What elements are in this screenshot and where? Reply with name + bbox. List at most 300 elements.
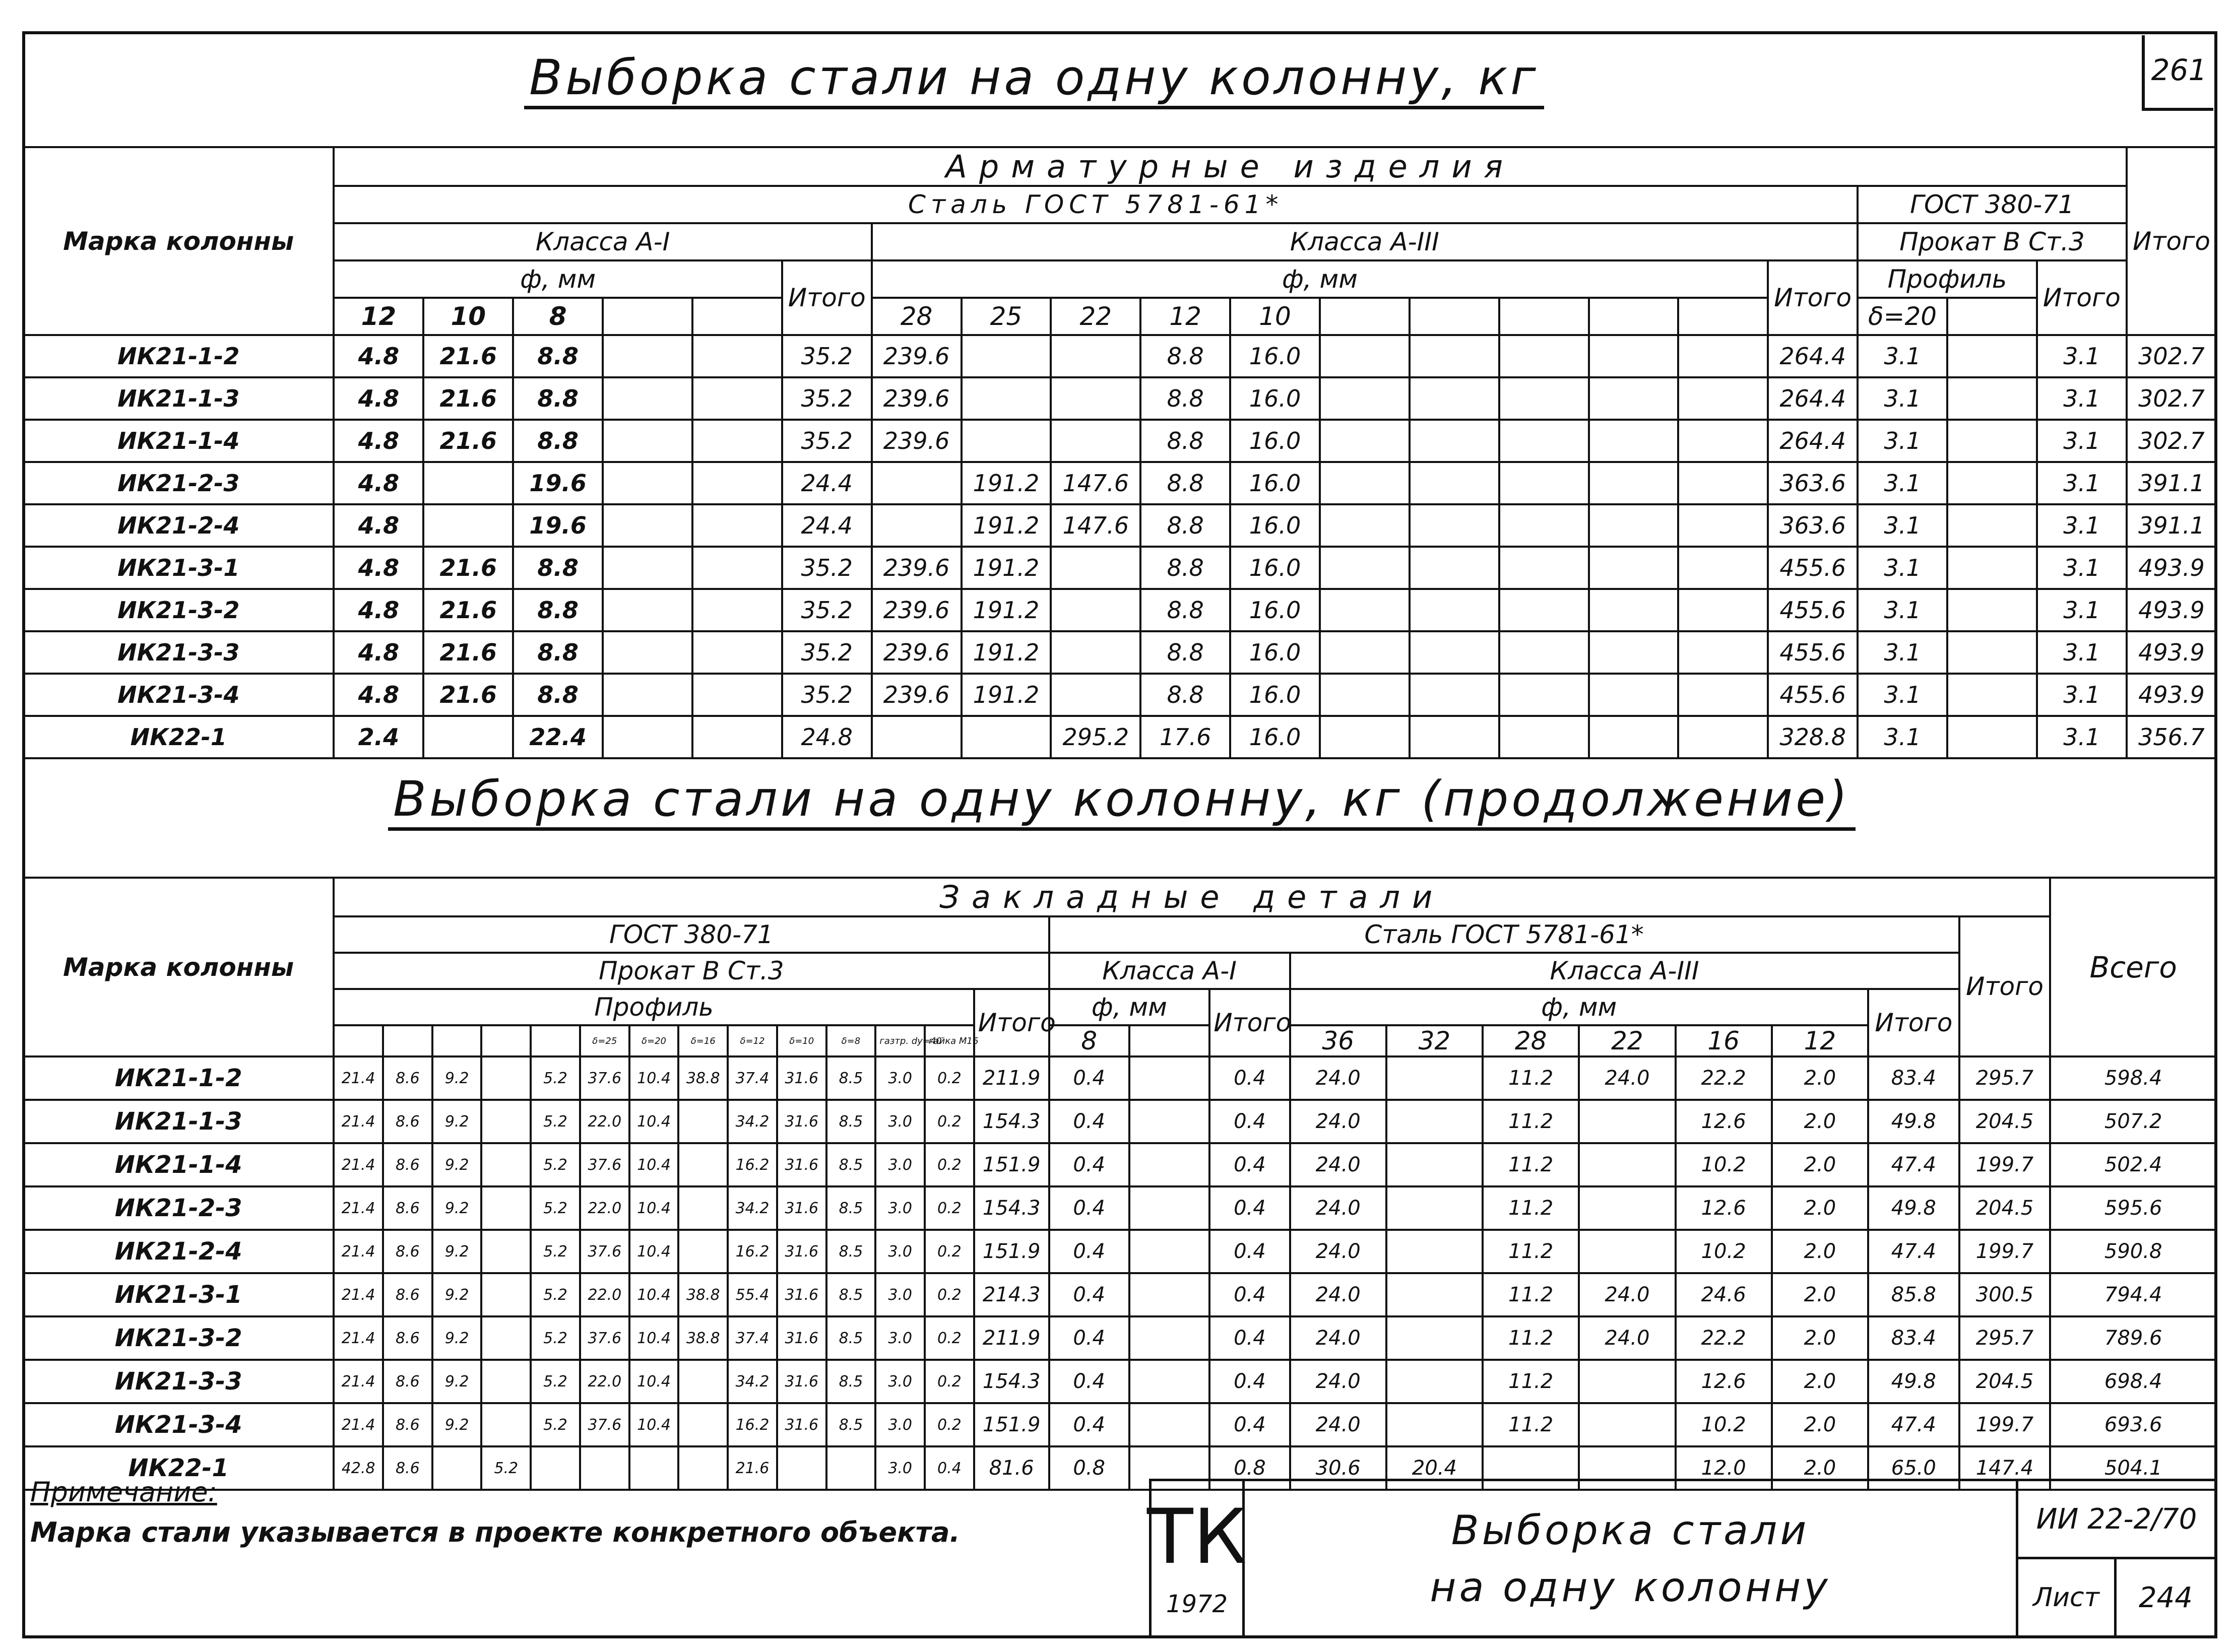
- profile-value: 3.1: [1858, 716, 1947, 758]
- stamp-tk: ТК: [1146, 1493, 1247, 1581]
- a3-value: 24.0: [1290, 1403, 1386, 1446]
- profile-value: 0.2: [925, 1143, 974, 1186]
- a1-value: 0.4: [1049, 1143, 1129, 1186]
- empty-cell: [1589, 377, 1679, 420]
- profile-value: 3.1: [1858, 547, 1947, 589]
- column-mark: ИК21-1-2: [23, 1056, 334, 1100]
- stamp-doc: ИИ 22-2/70: [2036, 1502, 2197, 1536]
- diameter-a3-0: 36: [1290, 1025, 1386, 1056]
- class3-header: Класса А-III: [872, 223, 1858, 260]
- steel-header: Сталь ГОСТ 5781-61*: [334, 186, 1858, 223]
- profile-value: [481, 1230, 531, 1273]
- a1-total: 35.2: [782, 589, 872, 631]
- a3-value: 16.0: [1230, 335, 1320, 377]
- empty-cell: [1947, 504, 2037, 547]
- a3-value: 8.8: [1140, 631, 1230, 674]
- profile-value: 8.6: [383, 1360, 432, 1403]
- a3-value: 20.4: [1386, 1446, 1483, 1490]
- empty-cell: [1320, 504, 1410, 547]
- profile-value: 38.8: [678, 1056, 728, 1100]
- table-row: [23, 1403, 2216, 1446]
- table-row: [23, 1100, 2216, 1143]
- profile-value: 5.2: [531, 1316, 580, 1360]
- profile-col-8: δ=12: [728, 1025, 777, 1056]
- prokat-header: Прокат В Ст.3: [1858, 223, 2127, 260]
- profile-value: 8.6: [383, 1143, 432, 1186]
- a1-value: 0.4: [1049, 1230, 1129, 1273]
- profile-value: 0.2: [925, 1186, 974, 1230]
- a3-value: 12.6: [1676, 1360, 1772, 1403]
- a1-total: 35.2: [782, 377, 872, 420]
- a3-total: 49.8: [1868, 1100, 1959, 1143]
- a3-value: 239.6: [872, 377, 962, 420]
- a3-value: 24.0: [1579, 1273, 1675, 1316]
- title-continuation: [388, 771, 1856, 827]
- empty-cell: [1499, 547, 1589, 589]
- profile-total: 154.3: [974, 1186, 1049, 1230]
- a3-value: [1579, 1100, 1675, 1143]
- diameter-a3-1: 32: [1386, 1025, 1483, 1056]
- profile-value: 3.0: [875, 1316, 925, 1360]
- profile-value: [481, 1100, 531, 1143]
- profile-col-7: δ=16: [678, 1025, 728, 1056]
- profile-value: 3.1: [1858, 420, 1947, 462]
- profile-value: 5.2: [531, 1273, 580, 1316]
- profile-value: 8.6: [383, 1056, 432, 1100]
- a3-value: 11.2: [1483, 1360, 1579, 1403]
- a3-value: [1051, 674, 1140, 716]
- profile-total: 3.1: [2037, 631, 2127, 674]
- a3-value: 2.0: [1772, 1056, 1868, 1100]
- a3-value: 191.2: [962, 547, 1051, 589]
- a3-value: 2.0: [1772, 1360, 1868, 1403]
- a1-value: 19.6: [513, 504, 603, 547]
- profile-value: 3.0: [875, 1273, 925, 1316]
- a3-value: 191.2: [962, 504, 1051, 547]
- empty-cell: [1410, 298, 1499, 335]
- empty-cell: [1320, 462, 1410, 504]
- profile-value: [629, 1446, 679, 1490]
- profile-value: 31.6: [777, 1186, 826, 1230]
- profile-value: [678, 1143, 728, 1186]
- empty-cell: [1947, 631, 2037, 674]
- a3-value: [1386, 1273, 1483, 1316]
- profile-value: 10.4: [629, 1360, 679, 1403]
- profile-value: 22.0: [580, 1273, 629, 1316]
- empty-cell: [1947, 674, 2037, 716]
- a3-total: 47.4: [1868, 1230, 1959, 1273]
- empty-cell: [1947, 589, 2037, 631]
- a1-value: [1129, 1230, 1209, 1273]
- a3-value: 191.2: [962, 631, 1051, 674]
- row-grand-total: 504.1: [2050, 1446, 2216, 1490]
- profile-total: 211.9: [974, 1056, 1049, 1100]
- profile-value: 21.4: [334, 1056, 383, 1100]
- profile-value: 37.4: [728, 1056, 777, 1100]
- profile-col-1: [383, 1025, 432, 1056]
- empty-cell: [1410, 377, 1499, 420]
- empty-cell: [1589, 631, 1679, 674]
- stamp-sheet-label: Лист: [2033, 1582, 2099, 1613]
- row-total: 302.7: [2127, 377, 2216, 420]
- stamp-sheet-label-box: [2016, 1557, 2117, 1638]
- profile-value: 31.6: [777, 1143, 826, 1186]
- a3-value: 11.2: [1483, 1403, 1579, 1446]
- empty-cell: [1410, 674, 1499, 716]
- profile-value: 21.4: [334, 1316, 383, 1360]
- profile-value: [432, 1446, 482, 1490]
- a1-value: 21.6: [423, 631, 513, 674]
- a1-value: 8.8: [513, 335, 603, 377]
- profile-value: 10.4: [629, 1186, 679, 1230]
- profile-value: 0.2: [925, 1316, 974, 1360]
- class3-phi: ф, мм: [872, 260, 1768, 298]
- empty-cell: [603, 377, 692, 420]
- diameter-a1: 8: [1049, 1025, 1129, 1056]
- a1-total: 0.4: [1209, 1273, 1290, 1316]
- a3-value: 24.0: [1290, 1360, 1386, 1403]
- a1-value: 21.6: [423, 420, 513, 462]
- profile-value: 9.2: [432, 1403, 482, 1446]
- profile-delta: δ=20: [1858, 298, 1947, 335]
- empty-cell: [1947, 298, 2037, 335]
- a3-value: 239.6: [872, 420, 962, 462]
- table-row: [23, 504, 2216, 547]
- class1-phi-2: ф, мм: [1049, 989, 1210, 1025]
- a3-value: 191.2: [962, 462, 1051, 504]
- a3-value: 12.0: [1676, 1446, 1772, 1490]
- profile-total: 3.1: [2037, 716, 2127, 758]
- a1-value: 8.8: [513, 674, 603, 716]
- profile-value: 55.4: [728, 1273, 777, 1316]
- profile-value: 3.1: [1858, 589, 1947, 631]
- empty-cell: [1947, 420, 2037, 462]
- empty-cell: [1320, 547, 1410, 589]
- a3-value: 24.0: [1290, 1273, 1386, 1316]
- a1-value: 8.8: [513, 631, 603, 674]
- diameter-a3-3: 22: [1579, 1025, 1675, 1056]
- a3-value: 11.2: [1483, 1316, 1579, 1360]
- a1-total: 0.8: [1209, 1446, 1290, 1490]
- a3-value: 12.6: [1676, 1186, 1772, 1230]
- diameter-a1-2: 8: [513, 298, 603, 335]
- profile-value: 3.1: [1858, 504, 1947, 547]
- profile-value: [826, 1446, 876, 1490]
- empty-cell: [603, 716, 692, 758]
- profile-value: 5.2: [531, 1100, 580, 1143]
- empty-cell: [1947, 377, 2037, 420]
- profile-value: 9.2: [432, 1056, 482, 1100]
- profile-value: 16.2: [728, 1403, 777, 1446]
- profile-value: 5.2: [481, 1446, 531, 1490]
- empty-cell: [1678, 462, 1768, 504]
- empty-cell: [1499, 298, 1589, 335]
- empty-cell: [1499, 420, 1589, 462]
- class1-phi: ф, мм: [334, 260, 782, 298]
- table-row: [23, 674, 2216, 716]
- empty-cell: [1499, 674, 1589, 716]
- profile-col-5: δ=25: [580, 1025, 629, 1056]
- profile-value: 22.0: [580, 1360, 629, 1403]
- profile-total: 3.1: [2037, 420, 2127, 462]
- profile-value: 10.4: [629, 1230, 679, 1273]
- steel-total: 204.5: [1959, 1100, 2051, 1143]
- a3-value: 16.0: [1230, 420, 1320, 462]
- a3-value: 8.8: [1140, 462, 1230, 504]
- a1-total: 0.4: [1209, 1230, 1290, 1273]
- profile-itogo-2: Итого: [974, 989, 1049, 1056]
- a3-total: 47.4: [1868, 1143, 1959, 1186]
- empty-cell: [603, 335, 692, 377]
- stamp-sheet-box: [2114, 1557, 2217, 1638]
- profile-value: 21.4: [334, 1230, 383, 1273]
- table-row: [23, 377, 2216, 420]
- a3-value: 8.8: [1140, 504, 1230, 547]
- empty-cell: [1589, 420, 1679, 462]
- a3-value: 2.0: [1772, 1100, 1868, 1143]
- a3-value: 16.0: [1230, 674, 1320, 716]
- a3-value: 2.0: [1772, 1403, 1868, 1446]
- gost380-header: ГОСТ 380-71: [1858, 186, 2127, 223]
- table-row: [23, 1230, 2216, 1273]
- a3-value: [962, 420, 1051, 462]
- empty-cell: [1410, 462, 1499, 504]
- profile-value: 9.2: [432, 1100, 482, 1143]
- empty-cell: [692, 420, 782, 462]
- column-mark: ИК21-2-3: [23, 462, 334, 504]
- a1-total: 35.2: [782, 674, 872, 716]
- profile-value: 31.6: [777, 1316, 826, 1360]
- row-grand-total: 794.4: [2050, 1273, 2216, 1316]
- table-row: [23, 1186, 2216, 1230]
- a3-value: 16.0: [1230, 547, 1320, 589]
- profile-value: 31.6: [777, 1056, 826, 1100]
- a3-value: 2.0: [1772, 1316, 1868, 1360]
- column-mark: ИК22-1: [23, 1446, 334, 1490]
- a1-value: [1129, 1403, 1209, 1446]
- empty-cell: [1410, 716, 1499, 758]
- profile-value: 10.4: [629, 1143, 679, 1186]
- empty-cell: [1320, 298, 1410, 335]
- a1-value: 22.4: [513, 716, 603, 758]
- profile-value: [481, 1273, 531, 1316]
- table-row: [23, 716, 2216, 758]
- row-grand-total: 595.6: [2050, 1186, 2216, 1230]
- a3-value: 24.0: [1290, 1316, 1386, 1360]
- diameter-a3-2: 22: [1051, 298, 1140, 335]
- class3-header-2: Класса А-III: [1290, 953, 1959, 989]
- diameter-a3-3: 12: [1140, 298, 1230, 335]
- profile-value: 3.0: [875, 1056, 925, 1100]
- a1-value: 4.8: [334, 420, 423, 462]
- profile-value: 8.5: [826, 1143, 876, 1186]
- vsego-header: Всего: [2050, 878, 2216, 1056]
- profile-value: 3.1: [1858, 674, 1947, 716]
- empty-cell: [1947, 716, 2037, 758]
- profile-total: 3.1: [2037, 547, 2127, 589]
- column-mark: ИК22-1: [23, 716, 334, 758]
- a3-total: 47.4: [1868, 1403, 1959, 1446]
- a3-value: 24.0: [1290, 1230, 1386, 1273]
- profile-value: 9.2: [432, 1186, 482, 1230]
- profile-value: 8.5: [826, 1316, 876, 1360]
- table-row: [23, 1143, 2216, 1186]
- empty-cell: [1320, 335, 1410, 377]
- a1-value: 8.8: [513, 420, 603, 462]
- a3-value: 2.0: [1772, 1143, 1868, 1186]
- empty-cell: [1947, 462, 2037, 504]
- a3-value: 8.8: [1140, 377, 1230, 420]
- a3-total: 264.4: [1768, 335, 1858, 377]
- diameter-a3-4: 10: [1230, 298, 1320, 335]
- mark-header: Марка колонны: [23, 147, 334, 335]
- profile-value: 10.4: [629, 1100, 679, 1143]
- empty-cell: [603, 674, 692, 716]
- class3-itogo-2: Итого: [1868, 989, 1959, 1056]
- profile-value: 0.2: [925, 1056, 974, 1100]
- row-total: 493.9: [2127, 589, 2216, 631]
- a1-value: [423, 462, 513, 504]
- profile-value: 31.6: [777, 1100, 826, 1143]
- row-grand-total: 693.6: [2050, 1403, 2216, 1446]
- gost380-header-2: ГОСТ 380-71: [334, 916, 1049, 953]
- empty-cell: [1678, 298, 1768, 335]
- title-continuation-text: Выборка стали на одну колонну, кг (продолжение): [388, 771, 1856, 831]
- a1-total: 35.2: [782, 335, 872, 377]
- profile-value: 21.4: [334, 1186, 383, 1230]
- a3-value: 2.0: [1772, 1273, 1868, 1316]
- empty-cell: [1678, 547, 1768, 589]
- a3-total: 455.6: [1768, 589, 1858, 631]
- column-mark: ИК21-1-4: [23, 1143, 334, 1186]
- armature-table: [22, 146, 2217, 759]
- empty-cell: [1499, 504, 1589, 547]
- a1-total: 24.4: [782, 462, 872, 504]
- a3-value: 24.0: [1290, 1143, 1386, 1186]
- a3-total: 455.6: [1768, 547, 1858, 589]
- profile-total: 3.1: [2037, 504, 2127, 547]
- column-mark: ИК21-1-3: [23, 377, 334, 420]
- a3-value: [1051, 631, 1140, 674]
- profile-value: 21.4: [334, 1273, 383, 1316]
- profile-value: 34.2: [728, 1186, 777, 1230]
- a3-value: 239.6: [872, 674, 962, 716]
- empty-cell: [603, 631, 692, 674]
- a3-value: [1051, 420, 1140, 462]
- a3-value: 2.0: [1772, 1186, 1868, 1230]
- empty-cell: [692, 377, 782, 420]
- a3-value: [1579, 1360, 1675, 1403]
- embedded-parts-table: [22, 877, 2217, 1491]
- note-title: [30, 1476, 217, 1508]
- profile-total: 81.6: [974, 1446, 1049, 1490]
- a1-value: [1129, 1056, 1209, 1100]
- diameter-a3-2: 28: [1483, 1025, 1579, 1056]
- column-mark: ИК21-1-4: [23, 420, 334, 462]
- empty-cell: [1320, 420, 1410, 462]
- a1-value: 0.4: [1049, 1273, 1129, 1316]
- a3-value: [1386, 1316, 1483, 1360]
- a3-total: 83.4: [1868, 1316, 1959, 1360]
- profile-value: 8.6: [383, 1273, 432, 1316]
- empty-cell: [1320, 716, 1410, 758]
- note-text: Марка стали указывается в проекте конкретного объекта.: [30, 1516, 960, 1548]
- stamp-doc-box: [2016, 1479, 2217, 1559]
- profile-value: 5.2: [531, 1360, 580, 1403]
- a1-value: [1129, 1186, 1209, 1230]
- a3-value: 239.6: [872, 589, 962, 631]
- steel-total: 147.4: [1959, 1446, 2051, 1490]
- profile-value: 8.5: [826, 1360, 876, 1403]
- a3-value: 2.0: [1772, 1446, 1868, 1490]
- profile-value: 10.4: [629, 1273, 679, 1316]
- profile-col-6: δ=20: [629, 1025, 679, 1056]
- a3-value: 16.0: [1230, 716, 1320, 758]
- a3-value: 22.2: [1676, 1316, 1772, 1360]
- a1-total: 0.4: [1209, 1186, 1290, 1230]
- a1-value: [1129, 1143, 1209, 1186]
- steel-total: 199.7: [1959, 1143, 2051, 1186]
- table-row: [23, 589, 2216, 631]
- steel-header-2: Сталь ГОСТ 5781-61*: [1049, 916, 1959, 953]
- profile-value: 8.6: [383, 1403, 432, 1446]
- profile-value: 8.6: [383, 1230, 432, 1273]
- profile-value: 3.0: [875, 1403, 925, 1446]
- profile-total: 3.1: [2037, 674, 2127, 716]
- profile-total: 3.1: [2037, 589, 2127, 631]
- profile-value: 5.2: [531, 1143, 580, 1186]
- empty-cell: [692, 298, 782, 335]
- table-row: [23, 420, 2216, 462]
- a3-value: 11.2: [1483, 1273, 1579, 1316]
- profile-value: 3.0: [875, 1360, 925, 1403]
- profile-value: 10.4: [629, 1316, 679, 1360]
- profile-value: 8.5: [826, 1056, 876, 1100]
- a1-value: 4.8: [334, 589, 423, 631]
- a3-value: [962, 335, 1051, 377]
- a3-value: [962, 377, 1051, 420]
- profile-value: 3.1: [1858, 335, 1947, 377]
- a3-value: 147.6: [1051, 504, 1140, 547]
- profile-value: 5.2: [531, 1056, 580, 1100]
- empty-cell: [1499, 631, 1589, 674]
- empty-cell: [603, 589, 692, 631]
- profile-col-12: гайка М16: [925, 1025, 974, 1056]
- class1-itogo-2: Итого: [1209, 989, 1290, 1056]
- empty-cell: [1589, 298, 1679, 335]
- profile-value: 0.2: [925, 1360, 974, 1403]
- row-total: 356.7: [2127, 716, 2216, 758]
- a1-value: 2.4: [334, 716, 423, 758]
- a3-value: 147.6: [1051, 462, 1140, 504]
- profile-value: 9.2: [432, 1273, 482, 1316]
- profile-value: 8.6: [383, 1446, 432, 1490]
- empty-cell: [1410, 589, 1499, 631]
- profile-value: [531, 1446, 580, 1490]
- empty-cell: [1499, 589, 1589, 631]
- profile-value: 5.2: [531, 1186, 580, 1230]
- profile-value: 8.5: [826, 1403, 876, 1446]
- a3-value: 2.0: [1772, 1230, 1868, 1273]
- profile-value: 8.6: [383, 1100, 432, 1143]
- empty-cell: [1589, 462, 1679, 504]
- a3-total: 85.8: [1868, 1273, 1959, 1316]
- profile-value: 21.4: [334, 1143, 383, 1186]
- a3-value: [1579, 1403, 1675, 1446]
- title-main-text: Выборка стали на одну колонну, кг: [524, 49, 1544, 109]
- table-row: [23, 1273, 2216, 1316]
- a3-value: 191.2: [962, 674, 1051, 716]
